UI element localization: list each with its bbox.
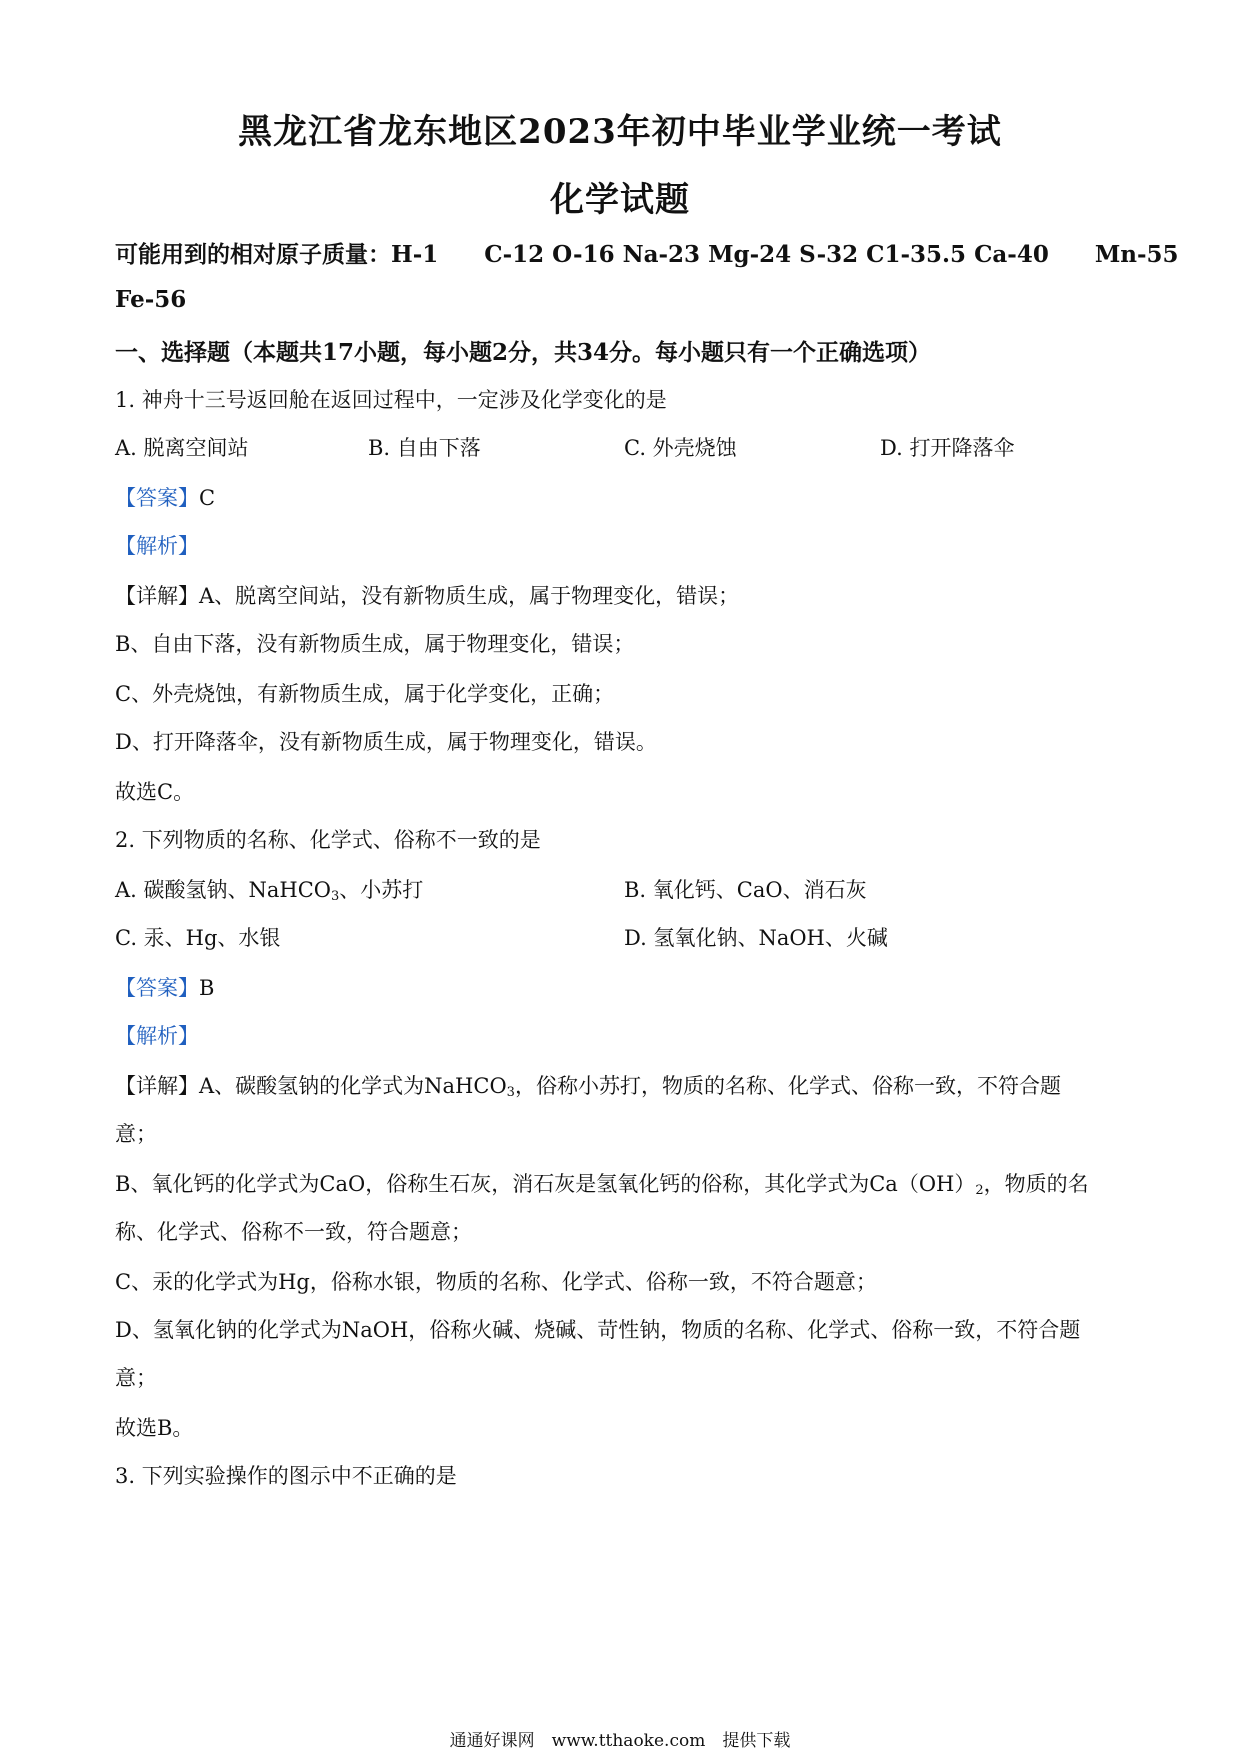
atomic-mass-line-1: 可能用到的相对原子质量：H-1 C-12 O-16 Na-23 Mg-24 S-32 C1-35.5 Ca-40 Mn-55 (115, 241, 1179, 268)
q1-detail-4: D、打开降落伞，没有新物质生成，属于物理变化，错误。 (115, 730, 657, 754)
q1-detail-2: B、自由下落，没有新物质生成，属于物理变化，错误； (115, 632, 635, 656)
atomic-mass-line-2: Fe-56 (115, 286, 187, 313)
section-1-header: 一、选择题（本题共17小题，每小题2分，共34分。每小题只有一个正确选项） (115, 339, 932, 366)
q1-option-c: C. 外壳烧蚀 (624, 436, 737, 460)
answer-value: B (199, 976, 215, 1000)
q1-answer (115, 482, 215, 512)
q2-option-b: B. 氧化钙、CaO、消石灰 (624, 878, 867, 902)
q2-conclusion: 故选B。 (115, 1416, 194, 1440)
q2-detail-2-cont: 称、化学式、俗称不一致，符合题意； (115, 1220, 472, 1244)
q2-detail-1-text: 【详解】A、碳酸氢钠的化学式为NaHCO (115, 1074, 507, 1098)
q2-detail-2-text: B、氧化钙的化学式为CaO，俗称生石灰，消石灰是氢氧化钙的俗称，其化学式为Ca（OH） (115, 1172, 976, 1196)
q2-detail-3: C、汞的化学式为Hg，俗称水银，物质的名称、化学式、俗称一致，不符合题意； (115, 1270, 877, 1294)
q1-analysis-tag: 【解析】 (115, 534, 199, 558)
subscript: 3 (506, 1085, 515, 1100)
q1-conclusion: 故选C。 (115, 780, 195, 804)
q2-detail-1-text-end: ，俗称小苏打，物质的名称、化学式、俗称一致，不符合题 (514, 1074, 1061, 1098)
q2-analysis-tag: 【解析】 (115, 1024, 199, 1048)
q1-detail-3: C、外壳烧蚀，有新物质生成，属于化学变化，正确； (115, 682, 615, 706)
q2-option-c: C. 汞、Hg、水银 (115, 926, 281, 950)
q2-stem: 2. 下列物质的名称、化学式、俗称不一致的是 (115, 828, 541, 852)
answer-tag: 【答案】 (115, 976, 199, 1000)
q2-detail-2 (115, 1168, 1089, 1198)
q2-answer (115, 972, 214, 1002)
q2-detail-2-text-end: ，物质的名 (983, 1172, 1089, 1196)
answer-tag: 【答案】 (115, 486, 199, 510)
q1-option-b: B. 自由下落 (368, 436, 481, 460)
subscript: 2 (975, 1183, 984, 1198)
q1-option-d: D. 打开降落伞 (880, 436, 1015, 460)
page-title: 黑龙江省龙东地区2023年初中毕业学业统一考试 (238, 112, 1002, 152)
q1-option-a: A. 脱离空间站 (115, 436, 249, 460)
page-footer: 通通好课网 www.tthaoke.com 提供下载 (449, 1731, 791, 1751)
subscript: 3 (331, 889, 340, 904)
q2-option-a-text-end: 、小苏打 (339, 878, 424, 902)
q2-detail-1-cont: 意； (115, 1122, 157, 1146)
answer-value: C (199, 486, 216, 510)
q2-option-a-text: A. 碳酸氢钠、NaHCO (115, 878, 332, 902)
q2-option-d: D. 氢氧化钠、NaOH、火碱 (624, 926, 888, 950)
q1-detail-1: 【详解】A、脱离空间站，没有新物质生成，属于物理变化，错误； (115, 584, 740, 608)
q3-stem: 3. 下列实验操作的图示中不正确的是 (115, 1464, 457, 1488)
page-subtitle: 化学试题 (550, 180, 690, 220)
q1-stem: 1. 神舟十三号返回舱在返回过程中，一定涉及化学变化的是 (115, 388, 667, 412)
q2-option-a (115, 874, 423, 904)
q2-detail-4-cont: 意； (115, 1366, 157, 1390)
q2-detail-4: D、氢氧化钠的化学式为NaOH，俗称火碱、烧碱、苛性钠，物质的名称、化学式、俗称一致，不符合题 (115, 1318, 1081, 1342)
q2-detail-1 (115, 1070, 1061, 1100)
